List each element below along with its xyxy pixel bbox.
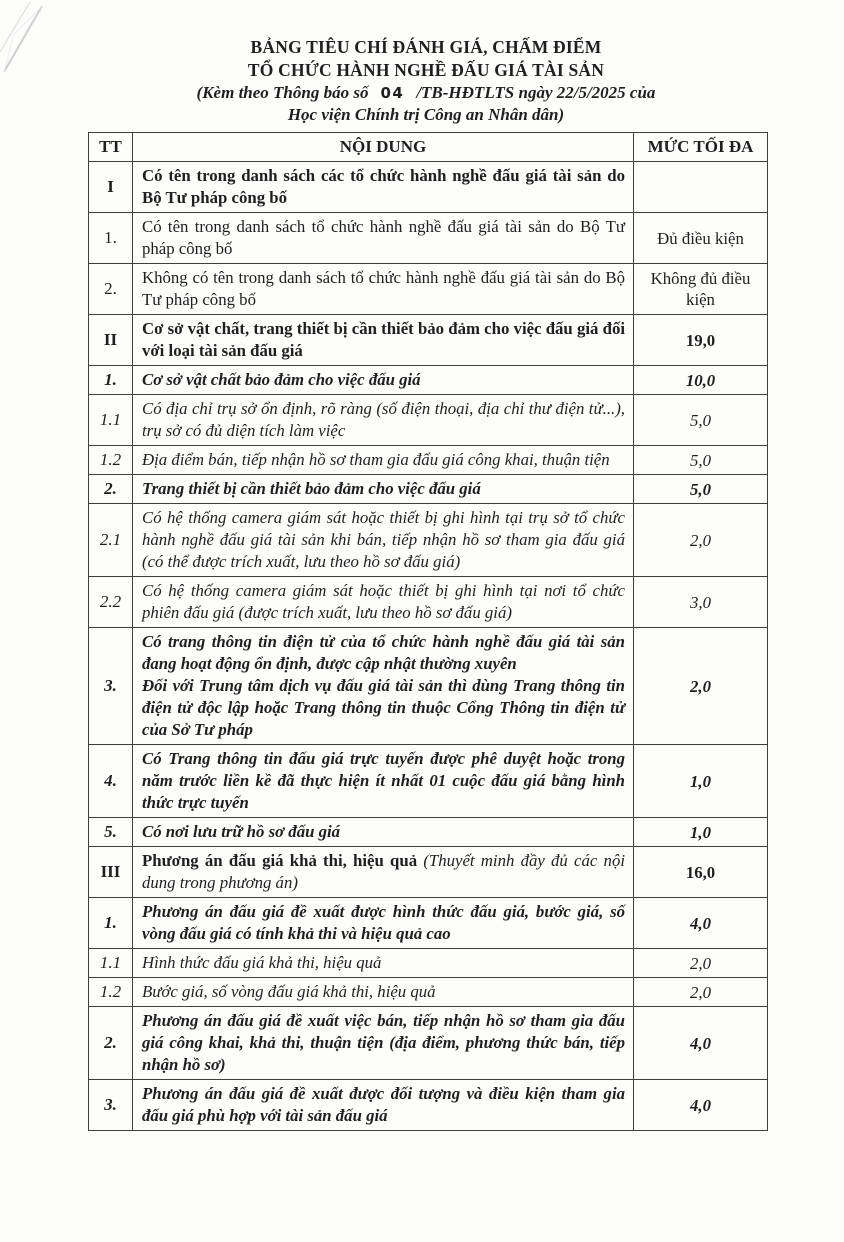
row-index-cell: 1. xyxy=(89,898,133,949)
row-index-cell: 1. xyxy=(89,366,133,395)
row-content-text: Trang thiết bị cần thiết bảo đảm cho việc đấu giá xyxy=(142,478,481,498)
table-row xyxy=(89,366,768,395)
row-index-cell: 5. xyxy=(89,818,133,847)
document-header xyxy=(86,36,766,126)
row-index-cell: 3. xyxy=(89,628,133,745)
row-score-cell: 5,0 xyxy=(634,395,768,446)
row-content-text: Có trang thông tin điện tử của tổ chức hành nghề đấu giá tài sản đang hoạt động ổn định, được cập nhật thường xuyên xyxy=(142,631,625,673)
table-row xyxy=(89,504,768,577)
row-content-cell xyxy=(133,264,634,315)
row-content-cell xyxy=(133,898,634,949)
row-content-cell xyxy=(133,315,634,366)
row-score-cell: Đủ điều kiện xyxy=(634,213,768,264)
row-index-cell: 2.1 xyxy=(89,504,133,577)
table-row xyxy=(89,162,768,213)
row-content-text: Có hệ thống camera giám sát hoặc thiết bị ghi hình tại trụ sở tổ chức hành nghề đấu giá tài sản khi bán, tiếp nhận hồ sơ tham gia đấu giá (có thể được trích xuất, lưu theo hồ sơ đấu giá) xyxy=(142,507,625,571)
table-row xyxy=(89,1080,768,1131)
subtitle-suffix: /TB-HĐTLTS ngày 22/5/2025 của xyxy=(416,83,656,102)
row-content-text: Phương án đấu giá khả thi, hiệu quả (Thuyết minh đầy đủ các nội dung trong phương án) xyxy=(142,850,625,892)
row-score-cell: 2,0 xyxy=(634,628,768,745)
row-content-cell xyxy=(133,1007,634,1080)
row-content-cell xyxy=(133,213,634,264)
row-score-cell: 1,0 xyxy=(634,745,768,818)
row-index-cell: 2. xyxy=(89,264,133,315)
row-index-cell: 3. xyxy=(89,1080,133,1131)
row-content-text: Phương án đấu giá đề xuất được hình thức đấu giá, bước giá, số vòng đấu giá có tính khả thi và hiệu quả cao xyxy=(142,901,625,943)
table-row xyxy=(89,978,768,1007)
row-content-text: Phương án đấu giá đề xuất được đối tượng và điều kiện tham gia đấu giá phù hợp với tài sản đấu giá xyxy=(142,1083,625,1125)
criteria-table-body xyxy=(89,162,768,1131)
row-index-cell: I xyxy=(89,162,133,213)
table-row xyxy=(89,395,768,446)
row-content-cell xyxy=(133,446,634,475)
row-score-cell: 4,0 xyxy=(634,898,768,949)
row-score-cell: Không đủ điều kiện xyxy=(634,264,768,315)
row-content-text: Bước giá, số vòng đấu giá khả thi, hiệu quả xyxy=(142,981,436,1001)
row-score-cell: 2,0 xyxy=(634,978,768,1007)
row-content-text: Có Trang thông tin đấu giá trực tuyến được phê duyệt hoặc trong năm trước liền kề đã thực hiện ít nhất 01 cuộc đấu giá bằng hình thức trực tuyến xyxy=(142,748,625,812)
subtitle-prefix: (Kèm theo Thông báo số xyxy=(196,83,369,102)
row-content-text: Phương án đấu giá đề xuất việc bán, tiếp nhận hồ sơ tham gia đấu giá công khai, khả thi, thuận tiện (địa điểm, phương thức bán, tiếp nhận hồ sơ) xyxy=(142,1010,625,1074)
row-index-cell: III xyxy=(89,847,133,898)
handwritten-notice-number: 04 xyxy=(380,84,405,102)
row-content-cell xyxy=(133,162,634,213)
row-content-text: Có hệ thống camera giám sát hoặc thiết bị ghi hình tại nơi tổ chức phiên đấu giá (được trích xuất, lưu theo hồ sơ đấu giá) xyxy=(142,580,625,622)
document-title-line1: BẢNG TIÊU CHÍ ĐÁNH GIÁ, CHẤM ĐIỂM xyxy=(250,37,602,57)
document-subtitle-line1 xyxy=(86,82,766,104)
row-score-cell: 4,0 xyxy=(634,1080,768,1131)
row-content-cell xyxy=(133,949,634,978)
row-score-cell: 2,0 xyxy=(634,504,768,577)
row-content-cell xyxy=(133,745,634,818)
row-score-cell: 2,0 xyxy=(634,949,768,978)
table-row xyxy=(89,213,768,264)
row-score-cell: 10,0 xyxy=(634,366,768,395)
row-score-cell xyxy=(634,162,768,213)
row-content-cell xyxy=(133,395,634,446)
table-row xyxy=(89,745,768,818)
row-score-cell: 3,0 xyxy=(634,577,768,628)
row-content-text: Cơ sở vật chất, trang thiết bị cần thiết bảo đảm cho việc đấu giá đối với loại tài sản đấu giá xyxy=(142,318,625,360)
table-row xyxy=(89,1007,768,1080)
row-content-cell xyxy=(133,504,634,577)
row-content-cell xyxy=(133,577,634,628)
col-header-noi-dung: NỘI DUNG xyxy=(133,133,634,162)
document-title-line2: TỔ CHỨC HÀNH NGHỀ ĐẤU GIÁ TÀI SẢN xyxy=(247,60,605,80)
row-content-cell xyxy=(133,628,634,745)
col-header-tt: TT xyxy=(89,133,133,162)
table-row xyxy=(89,628,768,745)
row-content-cell xyxy=(133,366,634,395)
table-row xyxy=(89,818,768,847)
table-row xyxy=(89,949,768,978)
row-index-cell: 2. xyxy=(89,1007,133,1080)
row-content-note: (Thuyết minh đầy đủ các nội dung trong phương án) xyxy=(142,850,625,892)
table-header-row xyxy=(89,133,768,162)
table-row xyxy=(89,847,768,898)
table-row xyxy=(89,446,768,475)
row-index-cell: 1.1 xyxy=(89,949,133,978)
page-fold-mark xyxy=(0,0,70,90)
row-index-cell: 4. xyxy=(89,745,133,818)
table-row xyxy=(89,315,768,366)
row-score-cell: 5,0 xyxy=(634,475,768,504)
table-row xyxy=(89,475,768,504)
row-score-cell: 1,0 xyxy=(634,818,768,847)
row-content-cell xyxy=(133,978,634,1007)
row-score-cell: 5,0 xyxy=(634,446,768,475)
table-row xyxy=(89,898,768,949)
row-content-cell xyxy=(133,1080,634,1131)
row-content-text2: Đối với Trung tâm dịch vụ đấu giá tài sản thì dùng Trang thông tin điện tử độc lập hoặc Trang thông tin thuộc Cổng Thông tin điện tử của Sở Tư pháp xyxy=(142,675,625,739)
row-content-text: Có tên trong danh sách tổ chức hành nghề đấu giá tài sản do Bộ Tư pháp công bố xyxy=(142,216,625,258)
row-content-cell xyxy=(133,818,634,847)
row-score-cell: 16,0 xyxy=(634,847,768,898)
row-score-cell: 4,0 xyxy=(634,1007,768,1080)
row-content-text: Có địa chỉ trụ sở ổn định, rõ ràng (số điện thoại, địa chỉ thư điện tử...), trụ sở có đủ diện tích làm việc xyxy=(142,398,625,440)
col-header-muc-toi-da: MỨC TỐI ĐA xyxy=(634,133,768,162)
table-row xyxy=(89,264,768,315)
row-index-cell: II xyxy=(89,315,133,366)
row-index-cell: 2. xyxy=(89,475,133,504)
row-index-cell: 1.1 xyxy=(89,395,133,446)
row-content-text: Cơ sở vật chất bảo đảm cho việc đấu giá xyxy=(142,369,421,389)
criteria-table xyxy=(88,132,768,1131)
row-content-cell xyxy=(133,847,634,898)
row-content-cell xyxy=(133,475,634,504)
row-index-cell: 1.2 xyxy=(89,978,133,1007)
row-content-text: Hình thức đấu giá khả thi, hiệu quả xyxy=(142,952,382,972)
row-content-text: Không có tên trong danh sách tổ chức hành nghề đấu giá tài sản do Bộ Tư pháp công bố xyxy=(142,267,625,309)
table-row xyxy=(89,577,768,628)
document-subtitle-line2: Học viện Chính trị Công an Nhân dân) xyxy=(287,105,565,124)
row-content-text: Có nơi lưu trữ hồ sơ đấu giá xyxy=(142,821,341,841)
row-score-cell: 19,0 xyxy=(634,315,768,366)
row-content-text: Địa điểm bán, tiếp nhận hồ sơ tham gia đấu giá công khai, thuận tiện xyxy=(142,449,610,469)
row-index-cell: 2.2 xyxy=(89,577,133,628)
row-index-cell: 1.2 xyxy=(89,446,133,475)
row-index-cell: 1. xyxy=(89,213,133,264)
row-content-text: Có tên trong danh sách các tổ chức hành nghề đấu giá tài sản do Bộ Tư pháp công bố xyxy=(142,165,625,207)
